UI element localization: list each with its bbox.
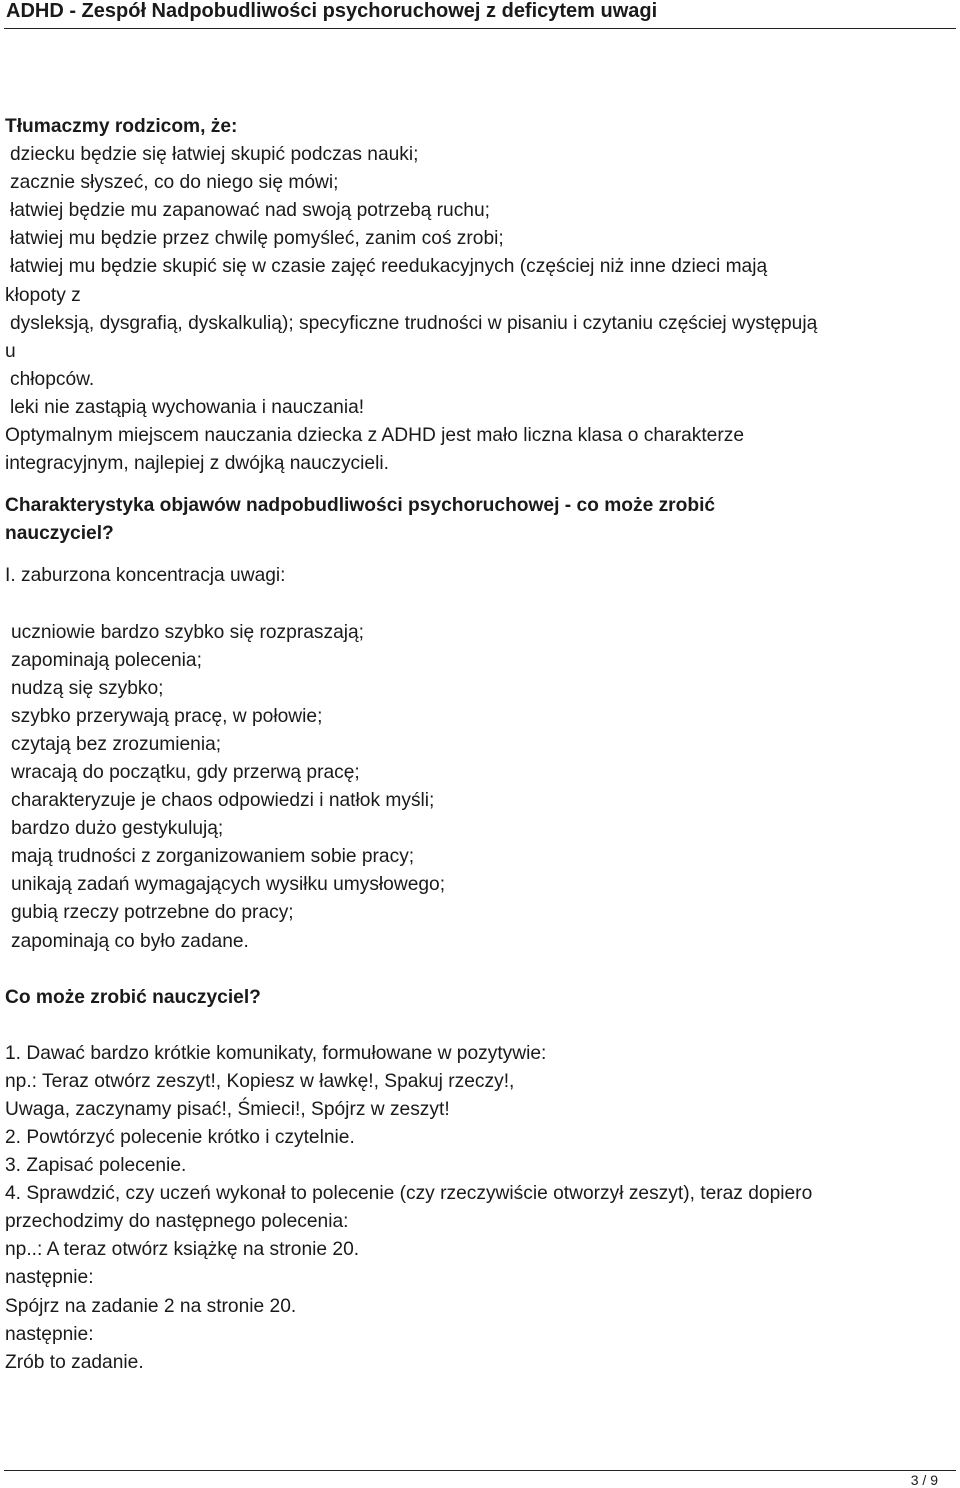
teacher-line: np..: A teraz otwórz książkę na stronie 20. — [5, 1239, 360, 1261]
characteristics-item: szybko przerywają pracę, w połowie; — [11, 705, 323, 727]
teacher-line: Spójrz na zadanie 2 na stronie 20. — [5, 1295, 297, 1317]
teacher-line: 3. Zapisać polecenie. — [5, 1155, 187, 1177]
footer-divider — [4, 1470, 956, 1471]
parents-item: kłopoty z — [5, 284, 81, 306]
teacher-line: następnie: — [5, 1323, 94, 1345]
parents-item: zacznie słyszeć, co do niego się mówi; — [10, 172, 339, 194]
parents-item: dziecku będzie się łatwiej skupić podczas nauki; — [10, 144, 419, 166]
characteristics-item: unikają zadań wymagających wysiłku umysłowego; — [11, 874, 446, 896]
characteristics-item: mają trudności z zorganizowaniem sobie pracy; — [11, 846, 415, 868]
teacher-line: 4. Sprawdzić, czy uczeń wykonał to polecenie (czy rzeczywiście otworzył zeszyt), teraz dopiero — [5, 1183, 813, 1205]
parents-paragraph-line: Optymalnym miejscem nauczania dziecka z ADHD jest mało liczna klasa o charakterze — [5, 425, 744, 447]
characteristics-subheading: I. zaburzona koncentracja uwagi: — [5, 565, 286, 587]
characteristics-item: wracają do początku, gdy przerwą pracę; — [11, 761, 360, 783]
characteristics-item: nudzą się szybko; — [11, 677, 164, 699]
parents-item: u — [5, 340, 16, 362]
teacher-heading: Co może zrobić nauczyciel? — [5, 986, 261, 1008]
characteristics-item: uczniowie bardzo szybko się rozpraszają; — [11, 621, 365, 643]
teacher-line: Zrób to zadanie. — [5, 1351, 144, 1373]
parents-item: chłopców. — [10, 368, 95, 390]
characteristics-item: gubią rzeczy potrzebne do pracy; — [11, 902, 294, 924]
teacher-line: 1. Dawać bardzo krótkie komunikaty, formułowane w pozytywie: — [5, 1042, 547, 1064]
parents-item: leki nie zastąpią wychowania i nauczania! — [10, 396, 365, 418]
characteristics-item: charakteryzuje je chaos odpowiedzi i natłok myśli; — [11, 790, 435, 812]
document-body — [5, 113, 955, 1377]
parents-item: łatwiej będzie mu zapanować nad swoją potrzebą ruchu; — [10, 200, 490, 222]
teacher-line: następnie: — [5, 1267, 94, 1289]
parents-item: łatwiej mu będzie skupić się w czasie zajęć reedukacyjnych (częściej niż inne dzieci mają — [10, 256, 768, 278]
header-divider — [4, 28, 956, 29]
teacher-line: Uwaga, zaczynamy pisać!, Śmieci!, Spójrz w zeszyt! — [5, 1098, 450, 1120]
teacher-line: 2. Powtórzyć polecenie krótko i czytelnie. — [5, 1127, 355, 1148]
parents-paragraph-line: integracyjnym, najlepiej z dwójką nauczycieli. — [5, 453, 389, 475]
characteristics-heading-line: Charakterystyka objawów nadpobudliwości psychoruchowej - co może zrobić — [5, 495, 716, 517]
parents-heading: Tłumaczmy rodzicom, że: — [5, 116, 238, 137]
parents-item: dysleksją, dysgrafią, dyskalkulią); specyficzne trudności w pisaniu i czytaniu częściej występują — [10, 312, 818, 334]
characteristics-heading-line: nauczyciel? — [5, 523, 114, 545]
characteristics-item: bardzo dużo gestykulują; — [11, 818, 224, 840]
teacher-line: np.: Teraz otwórz zeszyt!, Kopiesz w ławkę!, Spakuj rzeczy!, — [5, 1070, 515, 1092]
characteristics-item: zapominają co było zadane. — [11, 930, 249, 952]
characteristics-item: zapominają polecenia; — [11, 649, 202, 671]
page-number: 3 / 9 — [910, 1472, 938, 1488]
parents-item: łatwiej mu będzie przez chwilę pomyśleć, zanim coś zrobi; — [10, 228, 504, 250]
teacher-line: przechodzimy do następnego polecenia: — [5, 1211, 349, 1233]
page-header-title: ADHD - Zespół Nadpobudliwości psychoruchowej z deficytem uwagi — [6, 0, 658, 22]
characteristics-item: czytają bez zrozumienia; — [11, 733, 222, 755]
